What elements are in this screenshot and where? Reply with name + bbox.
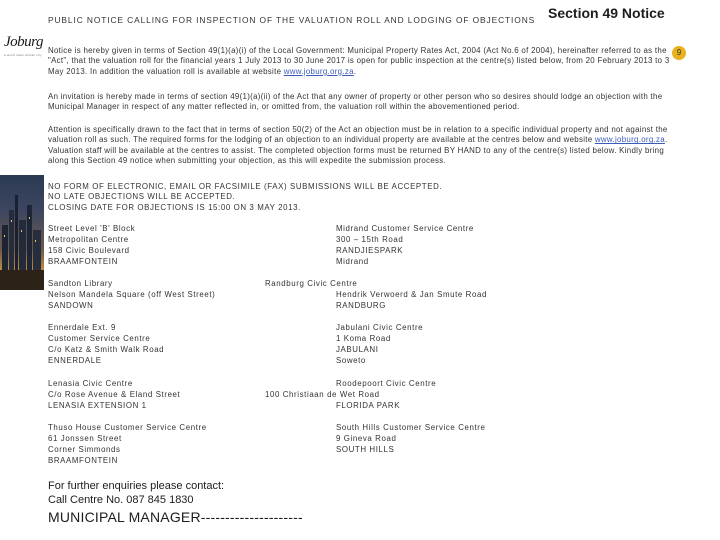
address-line: 9 Gineva Road (336, 434, 397, 443)
address-line: RANDBURG (336, 301, 386, 310)
logo-text: Joburg (4, 34, 43, 50)
address-line: Street Level 'B' Block (48, 224, 136, 233)
enquiries (48, 480, 224, 507)
address-line: BRAAMFONTEIN (48, 456, 118, 465)
municipal-manager-signoff: MUNICIPAL MANAGER--------------------- (48, 509, 303, 525)
address-line: Randburg Civic Centre (265, 279, 358, 288)
paragraph-notice-text: Notice is hereby given in terms of Section 49(1)(a)(i) of the Local Government: Municipal Property Rates Act, 2004 (Act No.6 of 2004), hereinafter referred to as the "Act", that the valuation roll for the financial years 1 July 2013 to 30 June 2017 is open for public inspection at the centre(s) listed below, from 20 February 2013 to 3 May 2013. In addition the valuation roll is available at website (48, 46, 670, 76)
city-skyline-image (0, 175, 44, 290)
section-title: Section 49 Notice (548, 5, 665, 21)
centre-lenasia (48, 378, 180, 411)
paragraph-attention (48, 125, 670, 167)
paragraph-attention-end: . Valuation staff will be available at the centres to assist. The completed objection forms must be returned BY HAND to any of the centre(s) listed below. Kindly bring along this Section 49 notice when submitting your objection, as this will expedite the submission process. (48, 135, 668, 166)
paragraph-notice-end: . (353, 66, 357, 76)
address-line: RANDJIESPARK (336, 246, 404, 255)
notice-closing-date: CLOSING DATE FOR OBJECTIONS IS 15:00 ON 3 MAY 2013. (48, 202, 301, 212)
address-line: 61 Jonssen Street (48, 434, 122, 443)
centre-metropolitan (48, 223, 135, 267)
address-line: Midrand Customer Service Centre (336, 224, 474, 233)
address-line: Lenasia Civic Centre (48, 379, 133, 388)
important-notices (48, 182, 442, 213)
address-line: Midrand (336, 257, 369, 266)
paragraph-notice (48, 46, 670, 77)
address-line: Jabulani Civic Centre (336, 323, 424, 332)
centre-sandton (48, 278, 215, 311)
address-line: 300 – 15th Road (336, 235, 404, 244)
address-line: C/o Rose Avenue & Eland Street (48, 390, 181, 399)
address-line: C/o Katz & Smith Walk Road (48, 345, 165, 354)
address-line: SANDOWN (48, 301, 94, 310)
address-line: Sandton Library (48, 279, 113, 288)
address-line: BRAAMFONTEIN (48, 257, 118, 266)
centre-roodepoort (265, 378, 436, 411)
address-line: Roodepoort Civic Centre (336, 379, 437, 388)
address-line: Metropolitan Centre (48, 235, 129, 244)
address-line: SOUTH HILLS (336, 445, 395, 454)
joburg-logo (4, 34, 44, 70)
address-line: LENASIA EXTENSION 1 (48, 401, 147, 410)
paragraph-invitation: An invitation is hereby made in terms of section 49(1)(a)(ii) of the Act that any owner of property or other person who so desires should lodge an objection with the Municipal Manager in respect of any matter reflected in, or omitted from, the valuation roll within the abovementioned period. (48, 92, 663, 112)
address-line: Thuso House Customer Service Centre (48, 423, 207, 432)
notice-no-late: NO LATE OBJECTIONS WILL BE ACCEPTED. (48, 192, 236, 202)
address-line: Soweto (336, 356, 366, 365)
address-line: 100 Christiaan de Wet Road (265, 390, 380, 399)
address-line: ENNERDALE (48, 356, 102, 365)
centre-jabulani (336, 322, 423, 366)
logo-tagline: a world class african city (4, 53, 42, 57)
centre-randburg (265, 278, 487, 311)
address-line: JABULANI (336, 345, 379, 354)
centre-south-hills (336, 422, 486, 455)
page-number-badge: 9 (672, 46, 686, 60)
skyline-graphic (0, 175, 44, 290)
address-line: Corner Simmonds (48, 445, 121, 454)
address-line: Nelson Mandela Square (off West Street) (48, 290, 216, 299)
paragraph-attention-text: Attention is specifically drawn to the fact that in terms of section 50(2) of the Act an objection must be in relation to a specific individual property and not against the valuation roll as such. The required forms for the lodging of an objection to an individual property are available at the centres below and website (48, 125, 668, 145)
centre-thuso-house (48, 422, 207, 466)
enquiries-line: For further enquiries please contact: (48, 480, 225, 492)
notice-heading: PUBLIC NOTICE CALLING FOR INSPECTION OF THE VALUATION ROLL AND LODGING OF OBJECTIONS (48, 15, 536, 25)
centre-ennerdale (48, 322, 164, 366)
centre-midrand (336, 223, 474, 267)
address-line: South Hills Customer Service Centre (336, 423, 486, 432)
address-line: Hendrik Verwoerd & Jan Smute Road (336, 290, 487, 299)
address-line: 158 Civic Boulevard (48, 246, 130, 255)
address-line: 1 Koma Road (336, 334, 391, 343)
website-link[interactable]: www.joburg.org.za (594, 135, 665, 145)
call-centre-number: Call Centre No. 087 845 1830 (48, 493, 194, 506)
website-link[interactable]: www.joburg.org.za (283, 66, 354, 76)
notice-no-electronic: NO FORM OF ELECTRONIC, EMAIL OR FACSIMILE (FAX) SUBMISSIONS WILL BE ACCEPTED. (48, 182, 443, 191)
address-line: Ennerdale Ext. 9 (48, 323, 116, 332)
address-line: FLORIDA PARK (336, 401, 401, 410)
address-line: Customer Service Centre (48, 334, 151, 343)
